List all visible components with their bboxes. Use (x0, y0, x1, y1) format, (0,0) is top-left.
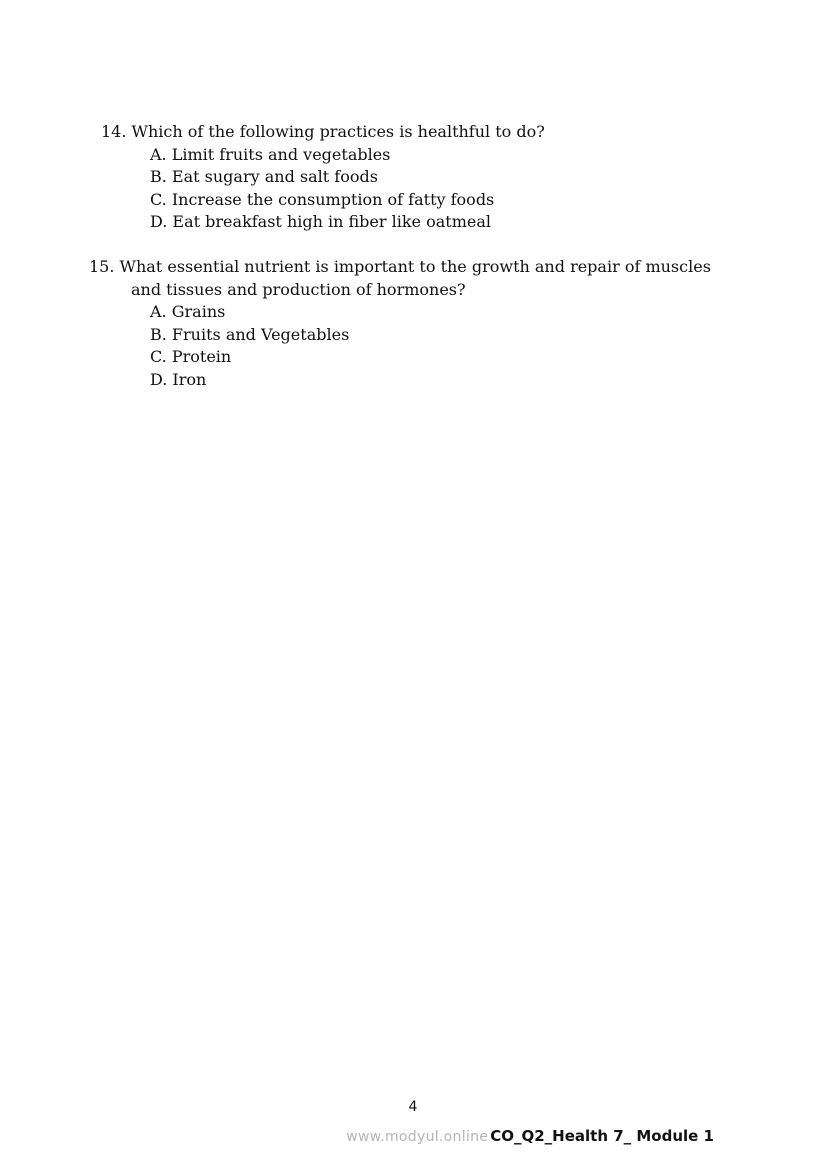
page-footer (346, 1126, 714, 1145)
option-a: A. Limit fruits and vegetables (150, 144, 391, 164)
option-b: B. Eat sugary and salt foods (150, 167, 378, 186)
option-d: D. Eat breakfast high in fiber like oatmeal (150, 212, 492, 231)
option-a: A. Grains (150, 302, 226, 321)
watermark-text: www.modyul.online (346, 1129, 489, 1145)
question-stem (89, 256, 711, 279)
question-14 (101, 121, 545, 234)
question-text: Which of the following practices is healthful to do? (131, 122, 545, 141)
answer-options (101, 144, 545, 234)
question-15 (89, 256, 711, 391)
option-d: D. Iron (150, 369, 207, 389)
answer-options (89, 301, 711, 391)
page-number: 4 (408, 1099, 418, 1115)
option-b: B. Fruits and Vegetables (150, 324, 350, 344)
question-stem (101, 121, 545, 144)
question-number: 14. (101, 122, 127, 141)
question-number: 15. (89, 257, 115, 276)
option-c: C. Protein (150, 347, 232, 366)
option-c: C. Increase the consumption of fatty foods (150, 189, 495, 209)
question-text-continued: and tissues and production of hormones? (131, 279, 466, 299)
question-text: What essential nutrient is important to the growth and repair of muscles (119, 257, 711, 276)
module-id: CO_Q2_Health 7_ Module 1 (490, 1127, 714, 1145)
